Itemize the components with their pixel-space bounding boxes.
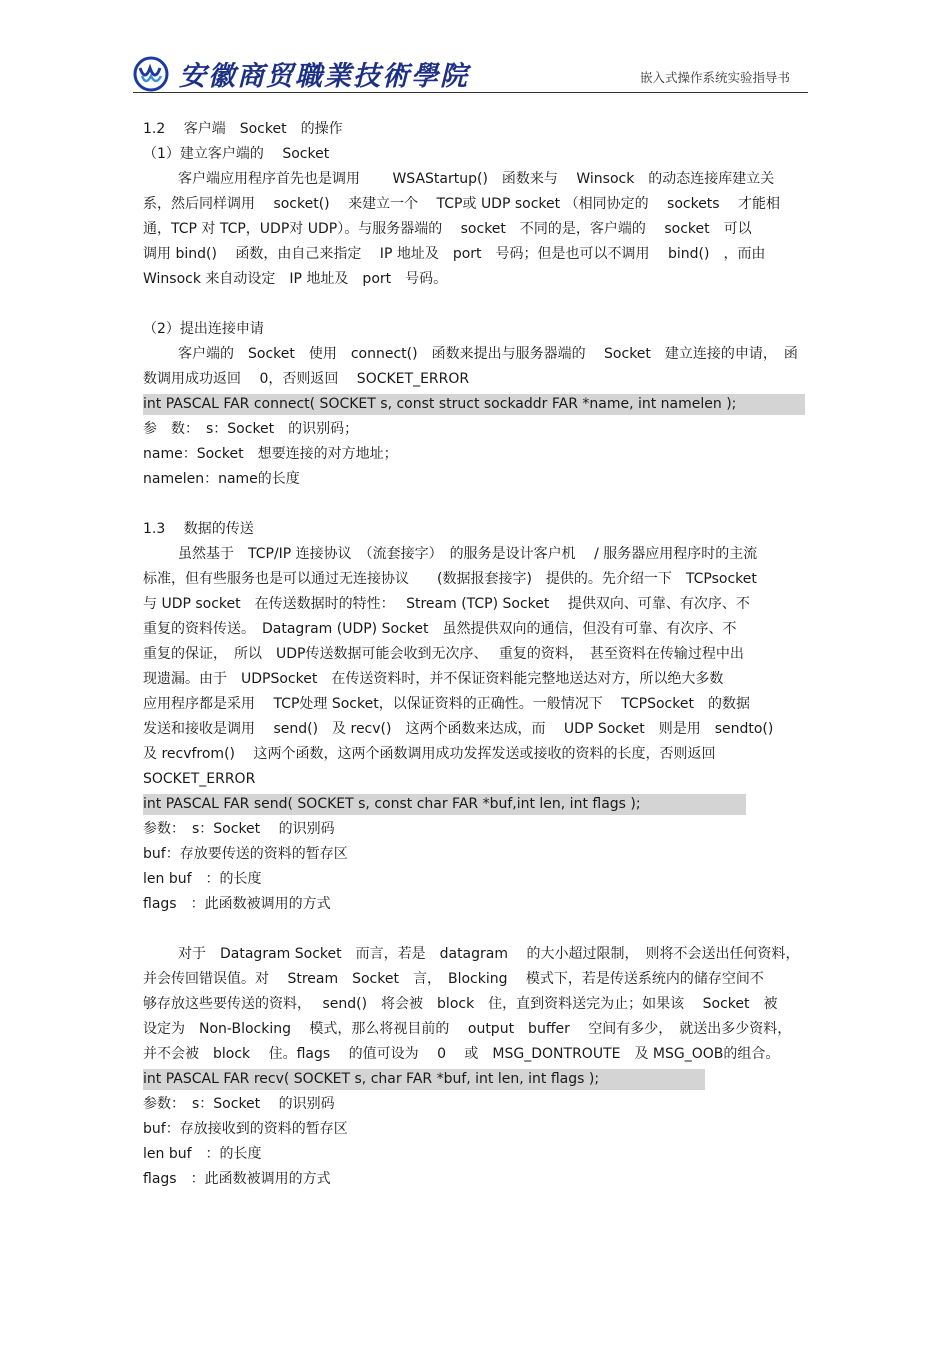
text-line: 够存放这些要传送的资料， send() 将会被 block 住，直到资料送完为止；如果该 Socket 被 (143, 996, 778, 1012)
code-signature: int PASCAL FAR recv( SOCKET s, char FAR *buf, int len, int flags ); (143, 1069, 705, 1090)
text-line: 系，然后同样调用 socket() 来建立一个 TCP或 UDP socket （相同协定的 sockets 才能相 (143, 196, 781, 212)
text-line: 1.2 客户端 Socket 的操作 (143, 121, 343, 137)
text-line: 应用程序都是采用 TCP处理 Socket，以保证资料的正确性。一般情况下 TCPSocket 的数据 (143, 696, 750, 712)
school-logo-icon (133, 56, 169, 92)
text-line: （2）提出连接申请 (143, 321, 264, 337)
text-line: 客户端的 Socket 使用 connect() 函数来提出与服务器端的 Socket 建立连接的申请， 函 (178, 346, 798, 362)
text-line: 1.3 数据的传送 (143, 521, 254, 537)
text-line: 并不会被 block 住。flags 的值可设为 0 或 MSG_DONTROUTE 及 MSG_OOB的组合。 (143, 1046, 780, 1062)
text-line: 调用 bind() 函数，由自己来指定 IP 地址及 port 号码；但是也可以不调用 bind() ，而由 (143, 246, 766, 262)
text-line: flags ：此函数被调用的方式 (143, 1171, 331, 1187)
text-line: len buf ：的长度 (143, 871, 262, 887)
text-line: 对于 Datagram Socket 而言，若是 datagram 的大小超过限制， 则将不会送出任何资料， (178, 946, 800, 962)
text-line: 重复的保证， 所以 UDP传送数据可能会收到无次序、 重复的资料， 甚至资料在传输过程中出 (143, 646, 744, 662)
text-line: Winsock 来自动设定 IP 地址及 port 号码。 (143, 271, 448, 287)
text-line: flags ：此函数被调用的方式 (143, 896, 331, 912)
blank-line (143, 292, 807, 317)
blank-line (143, 492, 807, 517)
text-line: 重复的资料传送。 Datagram (UDP) Socket 虽然提供双向的通信，但没有可靠、有次序、不 (143, 621, 737, 637)
text-line: 发送和接收是调用 send() 及 recv() 这两个函数来达成，而 UDP Socket 则是用 sendto() (143, 721, 774, 737)
text-line: namelen：name的长度 (143, 471, 300, 487)
text-line: 客户端应用程序首先也是调用 WSAStartup() 函数来与 Winsock 的动态连接库建立关 (178, 171, 775, 187)
text-line: 现遗漏。由于 UDPSocket 在传送资料时，并不保证资料能完整地送达对方，所以绝大多数 (143, 671, 724, 687)
text-line: 数调用成功返回 0，否则返回 SOCKET_ERROR (143, 371, 470, 387)
text-line: 虽然基于 TCP/IP 连接协议 （流套接字） 的服务是设计客户机 / 服务器应用程序时的主流 (178, 546, 758, 562)
blank-line (143, 917, 807, 942)
text-line: 并会传回错误值。对 Stream Socket 言， Blocking 模式下，若是传送系统内的储存空间不 (143, 971, 764, 987)
school-name: 安徽商贸職業技術學院 (179, 61, 469, 92)
code-signature: int PASCAL FAR send( SOCKET s, const char FAR *buf,int len, int flags ); (143, 794, 746, 815)
document-title: 嵌入式操作系统实验指导书 (639, 70, 790, 85)
text-line: buf：存放接收到的资料的暂存区 (143, 1121, 348, 1137)
text-line: buf：存放要传送的资料的暂存区 (143, 846, 348, 862)
page-header (133, 52, 808, 93)
text-line: 通，TCP 对 TCP，UDP对 UDP）。与服务器端的 socket 不同的是，客户端的 socket 可以 (143, 221, 752, 237)
text-line: 设定为 Non-Blocking 模式，那么将视目前的 output buffer 空间有多少， 就送出多少资料， (143, 1021, 792, 1037)
text-line: len buf ：的长度 (143, 1146, 262, 1162)
text-line: （1）建立客户端的 Socket (143, 146, 330, 162)
text-line: 参数： s：Socket 的识别码 (143, 1096, 335, 1112)
code-signature: int PASCAL FAR connect( SOCKET s, const struct sockaddr FAR *name, int namelen ); (143, 394, 805, 415)
text-line: 参数： s：Socket 的识别码 (143, 821, 335, 837)
text-line: SOCKET_ERROR (143, 771, 256, 787)
document-body (143, 117, 807, 1192)
text-line: 与 UDP socket 在传送数据时的特性： Stream (TCP) Socket 提供双向、可靠、有次序、不 (143, 596, 750, 612)
text-line: name：Socket 想要连接的对方地址； (143, 446, 398, 462)
text-line: 及 recvfrom() 这两个函数，这两个函数调用成功发挥发送或接收的资料的长度，否则返回 (143, 746, 716, 762)
text-line: 参 数： s：Socket 的识别码； (143, 421, 359, 437)
text-line: 标准，但有些服务也是可以通过无连接协议 (数据报套接字) 提供的。先介绍一下 TCPsocket (143, 571, 757, 587)
